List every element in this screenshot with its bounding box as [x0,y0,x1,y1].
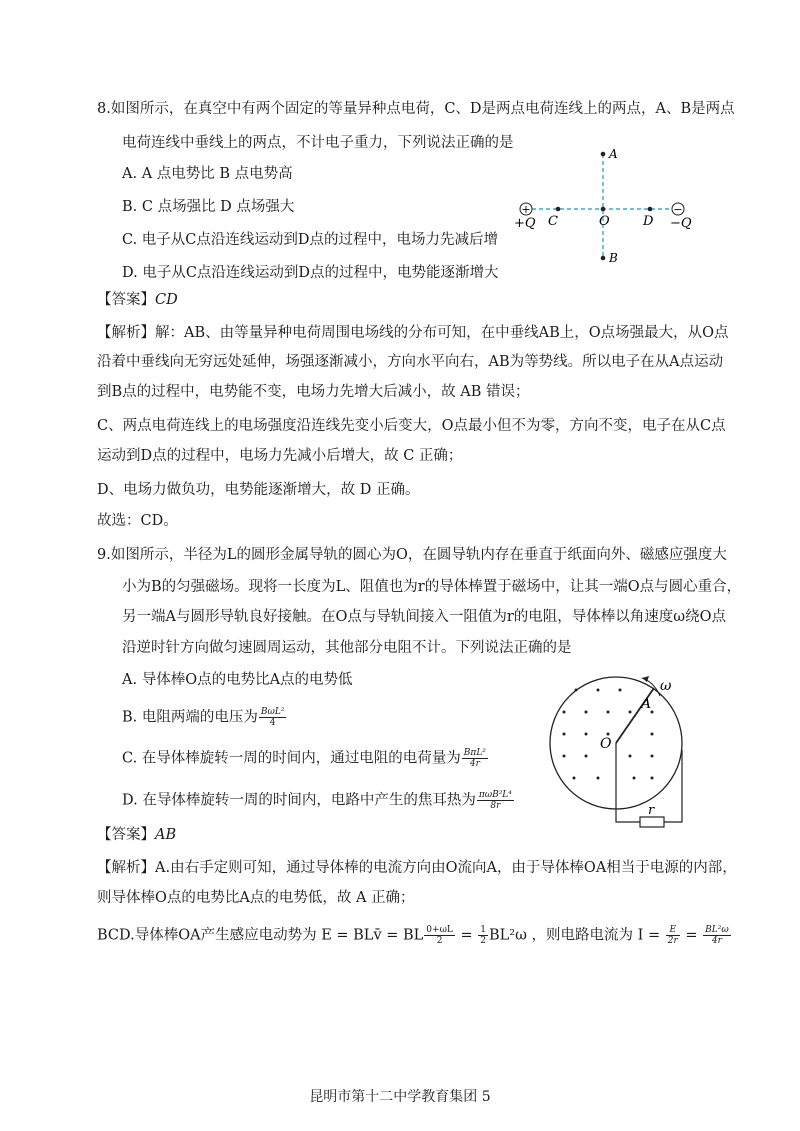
q8-option-c: C. 电子从C点沿连线运动到D点的过程中，电场力先减后增 [122,232,499,248]
q8-analysis-line4: C、两点电荷连线上的电场强度沿连线先变小后变大，O点最小但不为零，方向不变，电子在从C点 [97,418,726,434]
analysis-label: 【解析】 [97,325,155,341]
q9-option-d: D. 在导体棒旋转一周的时间内，电路中产生的焦耳热为 $\frac{\text{πωB²L⁴}}{8r}$ [122,790,512,811]
q8-stem-line2: 电荷连线中垂线上的两点，不计电子重力，下列说法正确的是 [122,135,514,151]
q9-analysis-line3: BCD.导体棒OA产生感应电动势为 E = BLv̄ = BL $\frac{0+\omega L}{2}$ = $\frac{1}{2}$ BL²ω ，则电路电流为 I = $\frac{E}{2r}$ = $\frac{\text{BL²ω}}{4r}$ [97,925,729,946]
minus-sign: − [673,203,683,216]
q9-option-a: A. 导体棒O点的电势比A点的电势低 [122,672,353,688]
q8-answer [97,290,178,310]
label-o: O [600,736,612,752]
label-c: C [548,214,558,229]
label-minus-q: −Q [670,216,692,231]
q9-stem-line3: 另一端A与圆形导轨良好接触。在O点与导轨间接入一阻值为r的电阻，导体棒以角速度ω绕O点 [122,609,726,625]
q9-circuit-figure [548,668,700,834]
q8-option-b: B. C 点场强比 D 点场强大 [122,199,295,215]
answer-label: 【答案】 [97,827,155,843]
q9-option-c: C. 在导体棒旋转一周的时间内，通过电阻的电荷量为 $\frac{\text{BπL²}}{4r}$ [122,748,486,769]
label-d: D [643,214,654,229]
q9-stem-line1: 9.如图所示，半径为L的圆形金属导轨的圆心为O，在圆导轨内存在垂直于纸面向外、磁感应强度大 [97,547,727,563]
q8-analysis-line5: 运动到D点的过程中，电场力先减小后增大，故 C 正确； [97,448,463,464]
label-r: r [648,803,655,818]
q8-option-a: A. A 点电势比 B 点电势高 [122,166,293,182]
q8-stem-line1: 8.如图所示，在真空中有两个固定的等量异种点电荷，C、D是两点电荷连线上的两点，A、B是两点 [97,101,735,117]
answer-value: CD [155,292,178,308]
label-o: O [599,214,610,229]
q9-analysis-line1: 【解析】A.由右手定则可知，通过导体棒的电流方向由O流向A，由于导体棒OA相当于电源的内部， [97,860,737,876]
label-a: A [641,696,652,712]
q9-analysis-line2: 则导体棒O点的电势比A点的电势低，故 A 正确； [97,890,415,906]
q8-option-d: D. 电子从C点沿连线运动到D点的过程中，电势能逐渐增大 [122,265,499,281]
resistor [640,817,664,827]
q9-stem-line4: 沿逆时针方向做匀速圆周运动，其他部分电阻不计。下列说法正确的是 [122,640,572,656]
q8-analysis-line6: D、电场力做负功，电势能逐渐增大，故 D 正确。 [97,482,420,498]
label-a: A [609,147,618,161]
q9-option-b: B. 电阻两端的电压为 $\frac{\text{BωL²}}{4}$ [122,707,285,728]
answer-value: AB [155,827,177,843]
q8-analysis-line3: 到B点的过程中，电势能不变，电场力先增大后减小，故 AB 错误； [97,384,530,400]
label-plus-q: +Q [514,216,536,231]
q8-analysis-line2: 沿着中垂线向无穷远处延伸，场强逐渐减小，方向水平向右，AB为等势线。所以电子在从A点运动 [97,354,724,370]
plus-sign: + [521,203,531,216]
answer-label: 【答案】 [97,292,155,308]
q9-stem-line2: 小为B的匀强磁场。现将一长度为L、阻值也为r的导体棒置于磁场中，让其一端O点与圆心重合， [122,579,742,595]
q8-charge-figure [508,140,698,270]
q8-analysis-line1: 【解析】解：AB、由等量异种电荷周围电场线的分布可知，在中垂线AB上，O点场强最大，从O点 [97,325,729,341]
q9-answer [97,825,176,845]
label-omega: ω [660,678,672,694]
q8-analysis-line7: 故选：CD。 [97,513,178,529]
label-b: B [609,251,618,265]
page-footer: 昆明市第十二中学教育集团 5 [309,1089,491,1105]
analysis-label: 【解析】 [97,860,155,876]
